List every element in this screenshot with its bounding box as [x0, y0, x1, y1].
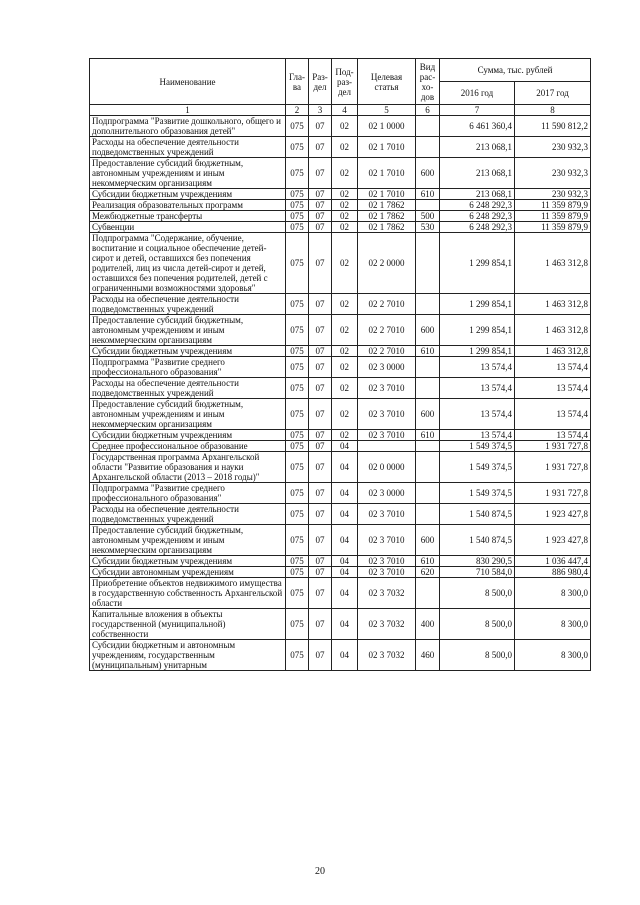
row-sum-2017: 8 300,0 — [515, 578, 591, 609]
header-target: Целевая статья — [358, 59, 416, 105]
row-glava: 075 — [286, 441, 309, 452]
row-podrazdel: 04 — [332, 441, 358, 452]
row-sum-2017: 230 932,3 — [515, 137, 591, 158]
row-podrazdel: 02 — [332, 200, 358, 211]
row-podrazdel: 02 — [332, 294, 358, 315]
col-number: 7 — [440, 105, 515, 116]
row-sum-2017: 1 463 312,8 — [515, 294, 591, 315]
row-sum-2016: 1 549 374,5 — [440, 452, 515, 483]
row-razdel: 07 — [309, 556, 332, 567]
header-razdel: Раз- дел — [309, 59, 332, 105]
row-vid — [416, 378, 440, 399]
table-row — [90, 640, 591, 671]
table-row — [90, 200, 591, 211]
row-sum-2016: 1 540 874,5 — [440, 525, 515, 556]
row-sum-2017: 13 574,4 — [515, 378, 591, 399]
row-sum-2017: 11 359 879,9 — [515, 211, 591, 222]
row-glava: 075 — [286, 640, 309, 671]
row-vid: 400 — [416, 609, 440, 640]
row-razdel: 07 — [309, 294, 332, 315]
row-razdel: 07 — [309, 483, 332, 504]
row-podrazdel: 02 — [332, 357, 358, 378]
row-vid — [416, 357, 440, 378]
row-target: 02 2 7010 — [358, 315, 416, 346]
row-glava: 075 — [286, 609, 309, 640]
row-sum-2016: 1 299 854,1 — [440, 233, 515, 294]
table-row — [90, 441, 591, 452]
row-sum-2016: 1 299 854,1 — [440, 294, 515, 315]
row-sum-2016: 1 299 854,1 — [440, 346, 515, 357]
row-vid — [416, 441, 440, 452]
row-vid — [416, 116, 440, 137]
row-sum-2016: 6 248 292,3 — [440, 200, 515, 211]
row-vid — [416, 200, 440, 211]
row-razdel: 07 — [309, 609, 332, 640]
row-vid: 610 — [416, 430, 440, 441]
row-razdel: 07 — [309, 116, 332, 137]
row-name: Расходы на обеспечение деятельности подведомственных учреждений — [90, 294, 286, 315]
row-razdel: 07 — [309, 525, 332, 556]
row-target: 02 1 7862 — [358, 200, 416, 211]
row-vid — [416, 233, 440, 294]
row-sum-2016: 710 584,0 — [440, 567, 515, 578]
row-glava: 075 — [286, 357, 309, 378]
row-sum-2017: 1 931 727,8 — [515, 483, 591, 504]
row-name: Капитальные вложения в объекты государственной (муниципальной) собственности — [90, 609, 286, 640]
row-target: 02 1 7862 — [358, 211, 416, 222]
row-name: Приобретение объектов недвижимого имущества в государственную собственность Архангельской области — [90, 578, 286, 609]
row-sum-2017: 11 359 879,9 — [515, 200, 591, 211]
row-target: 02 3 7010 — [358, 399, 416, 430]
row-glava: 075 — [286, 158, 309, 189]
table-row — [90, 525, 591, 556]
row-sum-2017: 886 980,4 — [515, 567, 591, 578]
row-razdel: 07 — [309, 504, 332, 525]
row-sum-2016: 8 500,0 — [440, 609, 515, 640]
row-sum-2017: 1 036 447,4 — [515, 556, 591, 567]
row-sum-2016: 8 500,0 — [440, 578, 515, 609]
row-vid: 600 — [416, 525, 440, 556]
row-sum-2016: 13 574,4 — [440, 378, 515, 399]
row-name: Предоставление субсидий бюджетным, автономным учреждениям и иным некоммерческим организациям — [90, 315, 286, 346]
row-razdel: 07 — [309, 357, 332, 378]
row-name: Подпрограмма "Содержание, обучение, воспитание и социальное обеспечение детей-сирот и детей, оставшихся без попечения родителей, лиц из числа детей-сирот и детей, оставшихся без попечения родителей, детей с ограниченными возможностями здоровья" — [90, 233, 286, 294]
row-glava: 075 — [286, 116, 309, 137]
row-vid: 610 — [416, 189, 440, 200]
row-vid: 600 — [416, 315, 440, 346]
row-name: Субвенции — [90, 222, 286, 233]
row-glava: 075 — [286, 346, 309, 357]
header-name: Наименование — [90, 59, 286, 105]
row-glava: 075 — [286, 189, 309, 200]
row-vid: 600 — [416, 158, 440, 189]
row-razdel: 07 — [309, 200, 332, 211]
row-name: Субсидии бюджетным учреждениям — [90, 189, 286, 200]
row-podrazdel: 04 — [332, 483, 358, 504]
table-row — [90, 578, 591, 609]
row-sum-2016: 830 290,5 — [440, 556, 515, 567]
header-vid: Вид рас- хо- дов — [416, 59, 440, 105]
table-row — [90, 452, 591, 483]
row-sum-2017: 8 300,0 — [515, 609, 591, 640]
row-target: 02 3 0000 — [358, 483, 416, 504]
row-target: 02 2 0000 — [358, 233, 416, 294]
row-razdel: 07 — [309, 399, 332, 430]
row-glava: 075 — [286, 430, 309, 441]
row-podrazdel: 04 — [332, 556, 358, 567]
row-podrazdel: 02 — [332, 222, 358, 233]
table-row — [90, 158, 591, 189]
row-sum-2016: 1 299 854,1 — [440, 315, 515, 346]
row-name: Субсидии бюджетным учреждениям — [90, 430, 286, 441]
row-razdel: 07 — [309, 158, 332, 189]
row-razdel: 07 — [309, 137, 332, 158]
table-row — [90, 211, 591, 222]
row-target: 02 3 7010 — [358, 525, 416, 556]
row-name: Межбюджетные трансферты — [90, 211, 286, 222]
row-razdel: 07 — [309, 233, 332, 294]
row-podrazdel: 02 — [332, 399, 358, 430]
col-number: 1 — [90, 105, 286, 116]
row-vid: 620 — [416, 567, 440, 578]
row-name: Предоставление субсидий бюджетным, автономным учреждениям и иным некоммерческим организациям — [90, 158, 286, 189]
row-podrazdel: 02 — [332, 315, 358, 346]
row-sum-2016: 6 461 360,4 — [440, 116, 515, 137]
row-glava: 075 — [286, 556, 309, 567]
row-target — [358, 441, 416, 452]
row-glava: 075 — [286, 525, 309, 556]
row-name: Субсидии бюджетным учреждениям — [90, 556, 286, 567]
row-glava: 075 — [286, 211, 309, 222]
row-sum-2017: 8 300,0 — [515, 640, 591, 671]
table-row — [90, 294, 591, 315]
row-sum-2017: 13 574,4 — [515, 357, 591, 378]
row-razdel: 07 — [309, 222, 332, 233]
row-vid: 530 — [416, 222, 440, 233]
row-razdel: 07 — [309, 346, 332, 357]
row-razdel: 07 — [309, 441, 332, 452]
row-razdel: 07 — [309, 640, 332, 671]
row-target: 02 3 7032 — [358, 609, 416, 640]
col-number: 5 — [358, 105, 416, 116]
row-podrazdel: 02 — [332, 378, 358, 399]
col-number: 4 — [332, 105, 358, 116]
row-podrazdel: 04 — [332, 525, 358, 556]
row-name: Расходы на обеспечение деятельности подведомственных учреждений — [90, 137, 286, 158]
row-sum-2016: 6 248 292,3 — [440, 222, 515, 233]
column-numbers-row — [90, 105, 591, 116]
row-podrazdel: 02 — [332, 137, 358, 158]
header-glava: Гла- ва — [286, 59, 309, 105]
row-target: 02 1 0000 — [358, 116, 416, 137]
row-target: 02 1 7010 — [358, 158, 416, 189]
row-sum-2017: 1 931 727,8 — [515, 452, 591, 483]
row-glava: 075 — [286, 233, 309, 294]
table-row — [90, 399, 591, 430]
row-glava: 075 — [286, 137, 309, 158]
table-row — [90, 222, 591, 233]
row-sum-2017: 13 574,4 — [515, 399, 591, 430]
row-podrazdel: 02 — [332, 158, 358, 189]
row-podrazdel: 02 — [332, 233, 358, 294]
row-vid — [416, 504, 440, 525]
table-row — [90, 357, 591, 378]
row-sum-2017: 1 463 312,8 — [515, 233, 591, 294]
row-sum-2017: 1 923 427,8 — [515, 525, 591, 556]
row-sum-2016: 1 549 374,5 — [440, 483, 515, 504]
row-podrazdel: 04 — [332, 578, 358, 609]
header-2016: 2016 год — [440, 82, 515, 105]
row-sum-2017: 1 463 312,8 — [515, 346, 591, 357]
row-glava: 075 — [286, 567, 309, 578]
row-name: Государственная программа Архангельской области "Развитие образования и науки Архангельской области (2013 – 2018 годы)" — [90, 452, 286, 483]
row-sum-2017: 13 574,4 — [515, 430, 591, 441]
row-sum-2016: 13 574,4 — [440, 357, 515, 378]
row-podrazdel: 02 — [332, 346, 358, 357]
row-target: 02 2 7010 — [358, 346, 416, 357]
col-number: 6 — [416, 105, 440, 116]
table-row — [90, 116, 591, 137]
row-sum-2017: 230 932,3 — [515, 189, 591, 200]
row-target: 02 2 7010 — [358, 294, 416, 315]
row-vid — [416, 452, 440, 483]
row-target: 02 1 7862 — [358, 222, 416, 233]
row-podrazdel: 02 — [332, 211, 358, 222]
budget-table — [89, 58, 591, 671]
row-name: Субсидии автономным учреждениям — [90, 567, 286, 578]
row-glava: 075 — [286, 452, 309, 483]
row-razdel: 07 — [309, 567, 332, 578]
row-sum-2016: 1 549 374,5 — [440, 441, 515, 452]
row-sum-2016: 1 540 874,5 — [440, 504, 515, 525]
row-target: 02 3 7010 — [358, 556, 416, 567]
row-razdel: 07 — [309, 189, 332, 200]
row-sum-2017: 1 931 727,8 — [515, 441, 591, 452]
row-podrazdel: 04 — [332, 609, 358, 640]
row-podrazdel: 04 — [332, 504, 358, 525]
row-name: Среднее профессиональное образование — [90, 441, 286, 452]
row-glava: 075 — [286, 294, 309, 315]
row-podrazdel: 04 — [332, 567, 358, 578]
row-sum-2017: 11 359 879,9 — [515, 222, 591, 233]
header-2017: 2017 год — [515, 82, 591, 105]
row-target: 02 1 7010 — [358, 189, 416, 200]
table-row — [90, 346, 591, 357]
row-sum-2017: 230 932,3 — [515, 158, 591, 189]
row-name: Субсидии бюджетным и автономным учреждениям, государственным (муниципальным) унитарным — [90, 640, 286, 671]
col-number: 2 — [286, 105, 309, 116]
row-sum-2017: 1 923 427,8 — [515, 504, 591, 525]
row-vid: 500 — [416, 211, 440, 222]
header-podrazdel: Под- раз- дел — [332, 59, 358, 105]
row-vid — [416, 483, 440, 504]
row-razdel: 07 — [309, 578, 332, 609]
row-vid — [416, 137, 440, 158]
row-sum-2016: 8 500,0 — [440, 640, 515, 671]
row-glava: 075 — [286, 222, 309, 233]
row-podrazdel: 04 — [332, 452, 358, 483]
table-row — [90, 483, 591, 504]
row-glava: 075 — [286, 200, 309, 211]
row-vid: 600 — [416, 399, 440, 430]
row-glava: 075 — [286, 578, 309, 609]
row-podrazdel: 02 — [332, 430, 358, 441]
table-row — [90, 378, 591, 399]
row-sum-2016: 213 068,1 — [440, 189, 515, 200]
row-name: Предоставление субсидий бюджетным, автономным учреждениям и иным некоммерческим организациям — [90, 525, 286, 556]
header-sum: Сумма, тыс. рублей — [440, 59, 591, 82]
row-vid — [416, 294, 440, 315]
table-row — [90, 189, 591, 200]
row-sum-2016: 213 068,1 — [440, 137, 515, 158]
row-name: Субсидии бюджетным учреждениям — [90, 346, 286, 357]
row-sum-2017: 11 590 812,2 — [515, 116, 591, 137]
table-body — [90, 116, 591, 671]
row-name: Подпрограмма "Развитие среднего профессионального образования" — [90, 357, 286, 378]
table-row — [90, 430, 591, 441]
table-row — [90, 233, 591, 294]
row-razdel: 07 — [309, 430, 332, 441]
row-name: Расходы на обеспечение деятельности подведомственных учреждений — [90, 504, 286, 525]
table-row — [90, 556, 591, 567]
table-row — [90, 609, 591, 640]
row-sum-2016: 6 248 292,3 — [440, 211, 515, 222]
row-target: 02 0 0000 — [358, 452, 416, 483]
row-target: 02 3 7010 — [358, 430, 416, 441]
page-number: 20 — [315, 866, 325, 877]
row-vid: 460 — [416, 640, 440, 671]
row-target: 02 3 7010 — [358, 378, 416, 399]
row-sum-2016: 13 574,4 — [440, 430, 515, 441]
row-podrazdel: 02 — [332, 116, 358, 137]
row-name: Реализация образовательных программ — [90, 200, 286, 211]
row-glava: 075 — [286, 483, 309, 504]
row-razdel: 07 — [309, 378, 332, 399]
row-podrazdel: 02 — [332, 189, 358, 200]
row-glava: 075 — [286, 378, 309, 399]
row-razdel: 07 — [309, 315, 332, 346]
row-target: 02 3 7032 — [358, 640, 416, 671]
row-vid: 610 — [416, 556, 440, 567]
table-row — [90, 315, 591, 346]
row-sum-2016: 13 574,4 — [440, 399, 515, 430]
row-glava: 075 — [286, 315, 309, 346]
row-podrazdel: 04 — [332, 640, 358, 671]
row-target: 02 3 7010 — [358, 567, 416, 578]
row-glava: 075 — [286, 399, 309, 430]
row-target: 02 3 0000 — [358, 357, 416, 378]
row-razdel: 07 — [309, 211, 332, 222]
row-vid — [416, 578, 440, 609]
row-vid: 610 — [416, 346, 440, 357]
row-razdel: 07 — [309, 452, 332, 483]
row-name: Расходы на обеспечение деятельности подведомственных учреждений — [90, 378, 286, 399]
row-target: 02 1 7010 — [358, 137, 416, 158]
row-sum-2016: 213 068,1 — [440, 158, 515, 189]
row-name: Предоставление субсидий бюджетным, автономным учреждениям и иным некоммерческим организациям — [90, 399, 286, 430]
col-number: 3 — [309, 105, 332, 116]
table-row — [90, 504, 591, 525]
row-target: 02 3 7032 — [358, 578, 416, 609]
table-row — [90, 567, 591, 578]
row-target: 02 3 7010 — [358, 504, 416, 525]
row-sum-2017: 1 463 312,8 — [515, 315, 591, 346]
row-name: Подпрограмма "Развитие дошкольного, общего и дополнительного образования детей" — [90, 116, 286, 137]
col-number: 8 — [515, 105, 591, 116]
table-row — [90, 137, 591, 158]
row-name: Подпрограмма "Развитие среднего профессионального образования" — [90, 483, 286, 504]
row-glava: 075 — [286, 504, 309, 525]
